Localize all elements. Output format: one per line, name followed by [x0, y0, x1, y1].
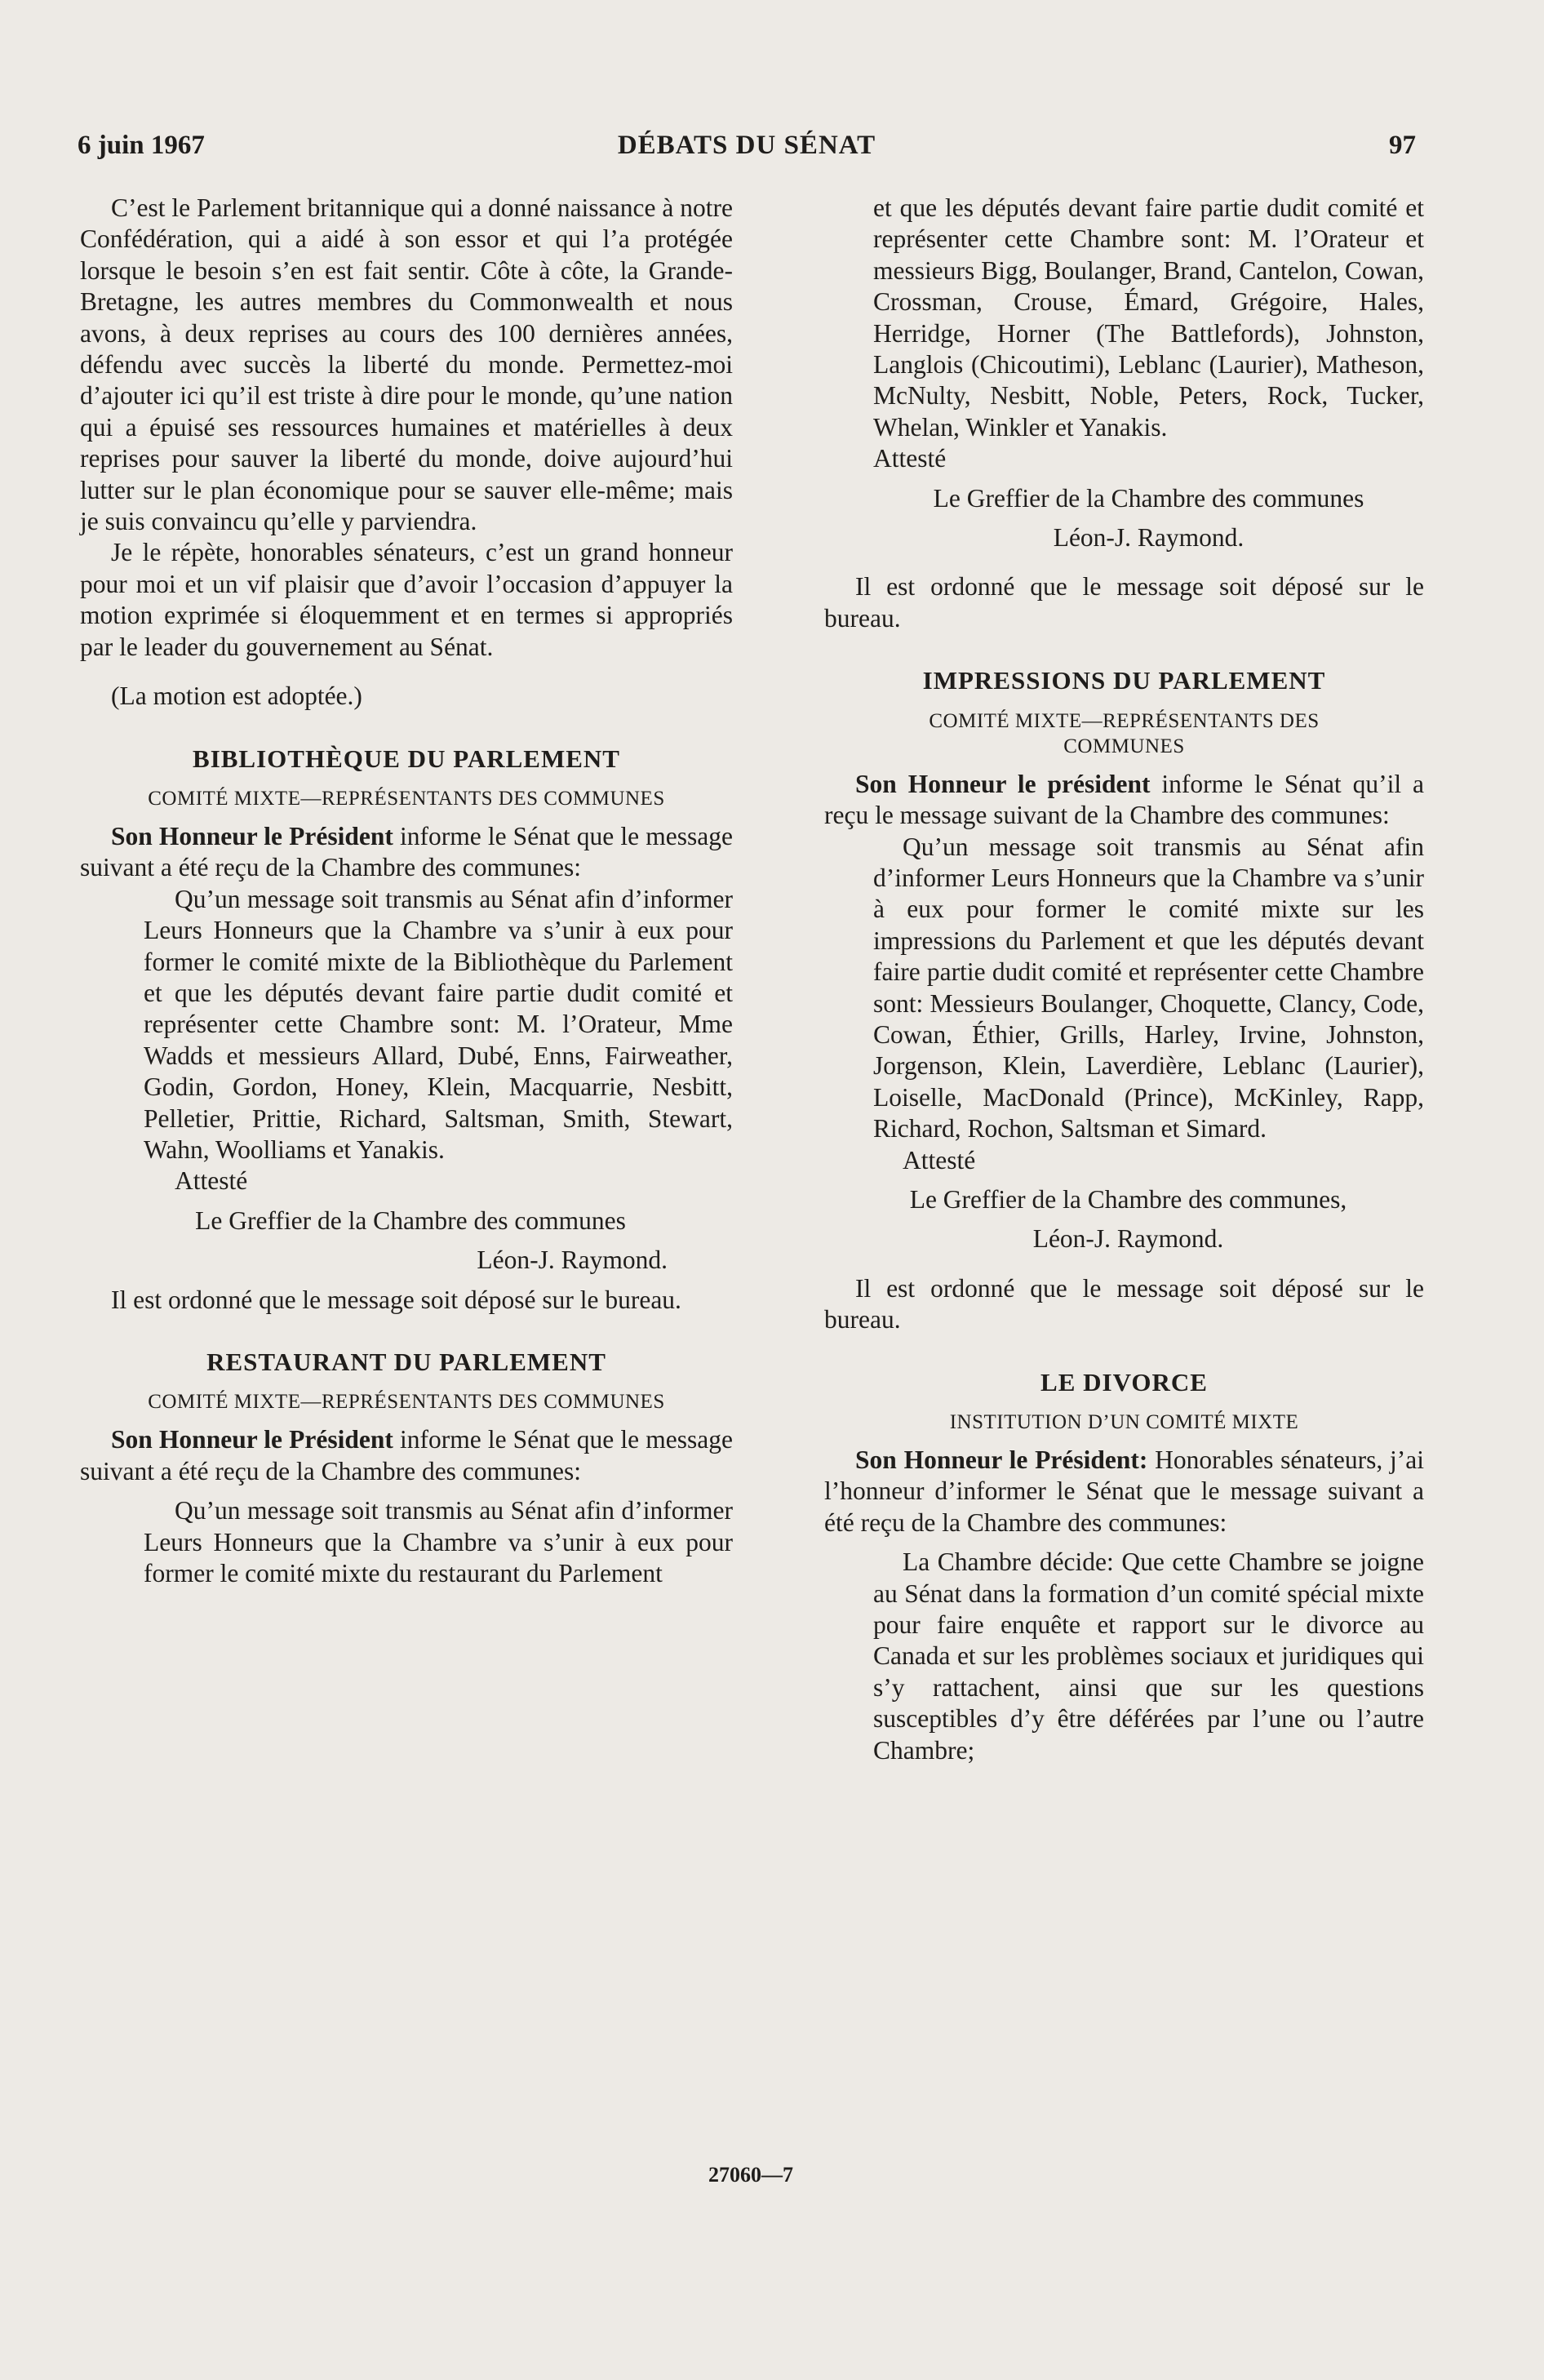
section-heading-impressions: IMPRESSIONS DU PARLEMENT	[922, 666, 1326, 695]
speaker-text: informe le Sénat qu’il a reçu le message suivant de la Chambre des communes:	[824, 769, 1424, 830]
speaker-text: Honorables sénateurs, j’ai l’honneur d’informer le Sénat que le message suivant a été reçu de la Chambre des communes:	[824, 1445, 1425, 1537]
left-column	[80, 193, 733, 1589]
page-number: 97	[1389, 131, 1416, 160]
clerk-signature: Léon-J. Raymond.	[1053, 523, 1245, 553]
clerk-signature: Léon-J. Raymond.	[1032, 1224, 1224, 1254]
section-subheading: INSTITUTION D’UN COMITÉ MIXTE	[949, 1411, 1299, 1433]
paragraph: Je le répète, honorables sénateurs, c’est un grand honneur pour moi et un vif plaisir que d’avoir l’occasion d’appuyer la motion exprimée si éloquemment et en termes si appropriés par le leader du gouvernement au Sénat.	[80, 538, 733, 661]
speaker-paragraph	[80, 1424, 733, 1487]
section-subheading: COMITÉ MIXTE—REPRÉSENTANTS DES COMMUNES	[148, 1391, 665, 1414]
speaker-name: Son Honneur le Président:	[855, 1445, 1148, 1474]
speaker-paragraph	[824, 1445, 1424, 1539]
section-subheading: COMITÉ MIXTE—REPRÉSENTANTS DES COMMUNES	[148, 787, 665, 810]
order-paragraph: Il est ordonné que le message soit déposé sur le bureau.	[111, 1285, 681, 1314]
header-title: DÉBATS DU SÉNAT	[617, 131, 876, 160]
message-block: Qu’un message soit transmis au Sénat afin d’informer Leurs Honneurs que la Chambre va s’unir à eux pour former le comité mixte de la Bibliothèque du Parlement et que les députés devant faire partie dudit comité et représenter cette Chambre sont: M. l’Orateur, Mme Wadds et messieurs Allard, Dubé, Enns, Fairweather, Godin, Gordon, Honey, Klein, Macquarrie, Nesbitt, Pelletier, Prittie, Richard, Saltsman, Smith, Stewart, Wahn, Woolliams et Yanakis.	[144, 884, 733, 1164]
paragraph: C’est le Parlement britannique qui a donné naissance à notre Confédération, qui a aidé à son essor et qui l’a protégée lorsque le besoin s’en est fait sentir. Côte à côte, la Grande-Bretagne, les autres membres du Commonwealth et nous avons, à deux reprises au cours des 100 dernières années, défendu avec succès la liberté du monde. Permettez-moi d’ajouter ici qu’il est triste à dire pour le monde, qu’une nation qui a épuisé ses ressources humaines et matérielles à deux reprises pour sauver la liberté du monde, doive aujourd’hui lutter sur le plan économique pour se sauver elle-même; mais je suis convaincu qu’elle y parviendra.	[80, 193, 733, 536]
attest-label: Attesté	[873, 444, 947, 473]
clerk-title: Le Greffier de la Chambre des communes	[933, 483, 1364, 513]
speaker-name: Son Honneur le Président	[111, 1425, 393, 1454]
motion-adopted: (La motion est adoptée.)	[111, 682, 362, 711]
speaker-paragraph	[824, 769, 1424, 832]
message-continued: et que les députés devant faire partie dudit comité et représenter cette Chambre sont: M. l’Orateur et messieurs Bigg, Boulanger, Brand, Cantelon, Cowan, Crossman, Crouse, Émard, Grégoire, Hales, Herridge, Horner (The Battlefords), Johnston, Langlois (Chicoutimi), Leblanc (Laurier), Matheson, McNulty, Nesbitt, Noble, Peters, Rock, Tucker, Whelan, Winkler et Yanakis.	[873, 193, 1424, 442]
header-date: 6 juin 1967	[78, 131, 205, 160]
speaker-text: informe le Sénat que le message suivant a été reçu de la Chambre des communes:	[80, 821, 733, 882]
message-block: Qu’un message soit transmis au Sénat afin d’informer Leurs Honneurs que la Chambre va s’unir à eux pour former le comité mixte sur les impressions du Parlement et que les députés devant faire partie dudit comité et représenter cette Chambre sont: Messieurs Boulanger, Choquette, Clancy, Code, Cowan, Éthier, Grills, Harley, Irvine, Johnston, Jorgenson, Klein, Laverdière, Leblanc (Laurier), Loiselle, MacDonald (Prince), McKinley, Rapp, Richard, Rochon, Saltsman et Simard.	[873, 832, 1424, 1143]
section-heading-bibliotheque: BIBLIOTHÈQUE DU PARLEMENT	[193, 744, 620, 773]
section-heading-restaurant: RESTAURANT DU PARLEMENT	[206, 1348, 606, 1376]
message-block: La Chambre décide: Que cette Chambre se joigne au Sénat dans la formation d’un comité spécial mixte pour faire enquête et rapport sur le divorce au Canada et sur les problèmes sociaux et juridiques qui s’y rattachent, ainsi que sur les questions susceptibles d’y être déférées par l’une ou l’autre Chambre;	[873, 1547, 1424, 1765]
page-header	[78, 131, 1416, 163]
speaker-paragraph	[80, 821, 733, 884]
message-block: Qu’un message soit transmis au Sénat afin d’informer Leurs Honneurs que la Chambre va s’unir à eux pour former le comité mixte du restaurant du Parlement	[144, 1496, 733, 1588]
clerk-title: Le Greffier de la Chambre des communes	[195, 1206, 626, 1235]
speaker-text: informe le Sénat que le message suivant a été reçu de la Chambre des communes:	[80, 1425, 733, 1485]
speaker-name: Son Honneur le Président	[111, 821, 393, 850]
attest-label: Attesté	[175, 1166, 248, 1196]
right-column	[824, 193, 1424, 1766]
order-paragraph: Il est ordonné que le message soit déposé sur le bureau.	[824, 572, 1424, 633]
page-footer-code: 27060—7	[708, 2163, 793, 2187]
section-subheading: COMITÉ MIXTE—REPRÉSENTANTS DES COMMUNES	[929, 709, 1320, 757]
clerk-signature: Léon-J. Raymond.	[477, 1246, 668, 1275]
order-paragraph: Il est ordonné que le message soit déposé sur le bureau.	[824, 1273, 1424, 1334]
speaker-name: Son Honneur le président	[855, 769, 1151, 798]
section-heading-divorce: LE DIVORCE	[1040, 1367, 1208, 1396]
attest-label: Attesté	[903, 1145, 976, 1174]
clerk-title: Le Greffier de la Chambre des communes,	[909, 1184, 1347, 1214]
